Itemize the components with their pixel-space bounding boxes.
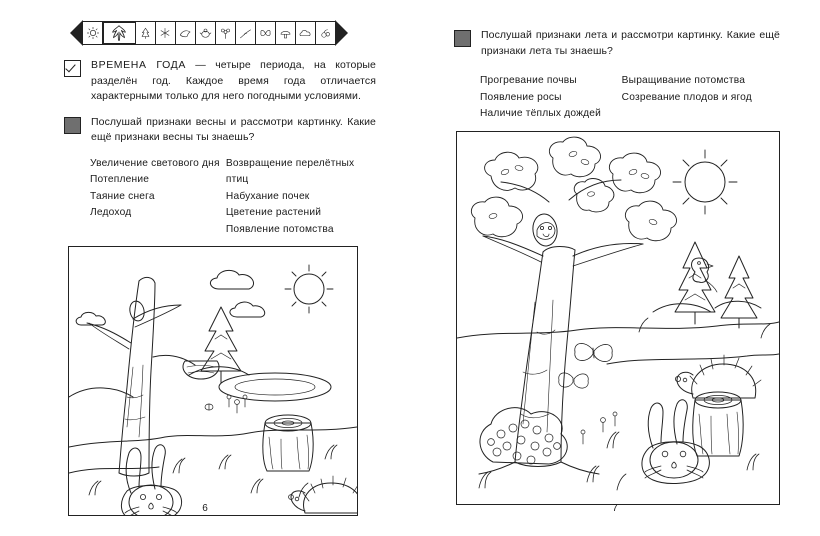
task-spring [64,115,376,146]
list-item: Таяние снега [90,190,155,202]
checkbox-marker[interactable] [64,60,81,77]
strip-cell-mushroom-icon [276,22,296,44]
right-page [410,0,820,536]
task-marker[interactable] [64,117,81,134]
list-item: Наличие тёплых дождей [480,108,602,120]
summer-signs-col-left [480,73,622,123]
strip-cell-flower-icon [216,22,236,44]
list-item: Набухание почек [225,190,310,202]
task-spring-text: Послушай признаки весны и рассмотри картинку. Какие ещё признаки весны ты знаешь? [91,115,376,144]
list-item: Появление росы [480,91,562,103]
strip-cell-bug-icon [196,22,216,44]
strip-arrow-left-icon [70,20,83,46]
page-number-left: 6 [202,503,208,514]
list-item: Созревание плодов и ягод [621,91,752,103]
season-strip [70,20,348,46]
list-item: Выращивание потомства [621,75,746,87]
spring-signs [90,156,376,239]
list-item: Возвращение перелётных птиц [225,157,355,186]
list-item: Прогревание почвы [480,75,577,87]
summer-signs-col-right [622,73,780,123]
strip-cell-cloud-icon [296,22,316,44]
strip-cell-bird-icon [176,22,196,44]
strip-cell-branch-icon [236,22,256,44]
intro-text [91,58,376,105]
strip-cell-berry-icon [316,22,335,44]
strip-cell-snowflake-icon [156,22,176,44]
page-number-right: 7 [612,503,618,514]
list-item: Ледоход [90,207,132,219]
strip-cell-sun-icon [83,22,103,44]
strip-arrow-right-icon [335,20,348,46]
strip-cells [83,21,335,45]
list-item: Появление потомства [225,223,334,235]
list-item: Увеличение светового дня [90,157,220,169]
spring-scene-illustration [68,246,358,516]
summer-scene-illustration [456,131,780,505]
intro-title: ВРЕМЕНА ГОДА [91,59,186,71]
spring-signs-col-left [90,156,226,239]
strip-cell-butterfly-icon [256,22,276,44]
task-marker[interactable] [454,30,471,47]
intro-body: — четыре периода, на которые разделён год. Каждое время года отличается характерными только для него погодными условиями. [91,59,376,103]
summer-signs [480,73,780,123]
task-summer [454,28,780,59]
strip-cell-tree-icon [136,22,156,44]
strip-cell-leaf-icon [103,22,135,44]
intro-block [64,58,376,105]
list-item: Цветение растений [225,207,322,219]
spring-signs-col-right [226,156,376,239]
task-summer-text: Послушай признаки лета и рассмотри картинку. Какие ещё признаки лета ты знаешь? [481,29,780,57]
list-item: Потепление [90,174,150,186]
